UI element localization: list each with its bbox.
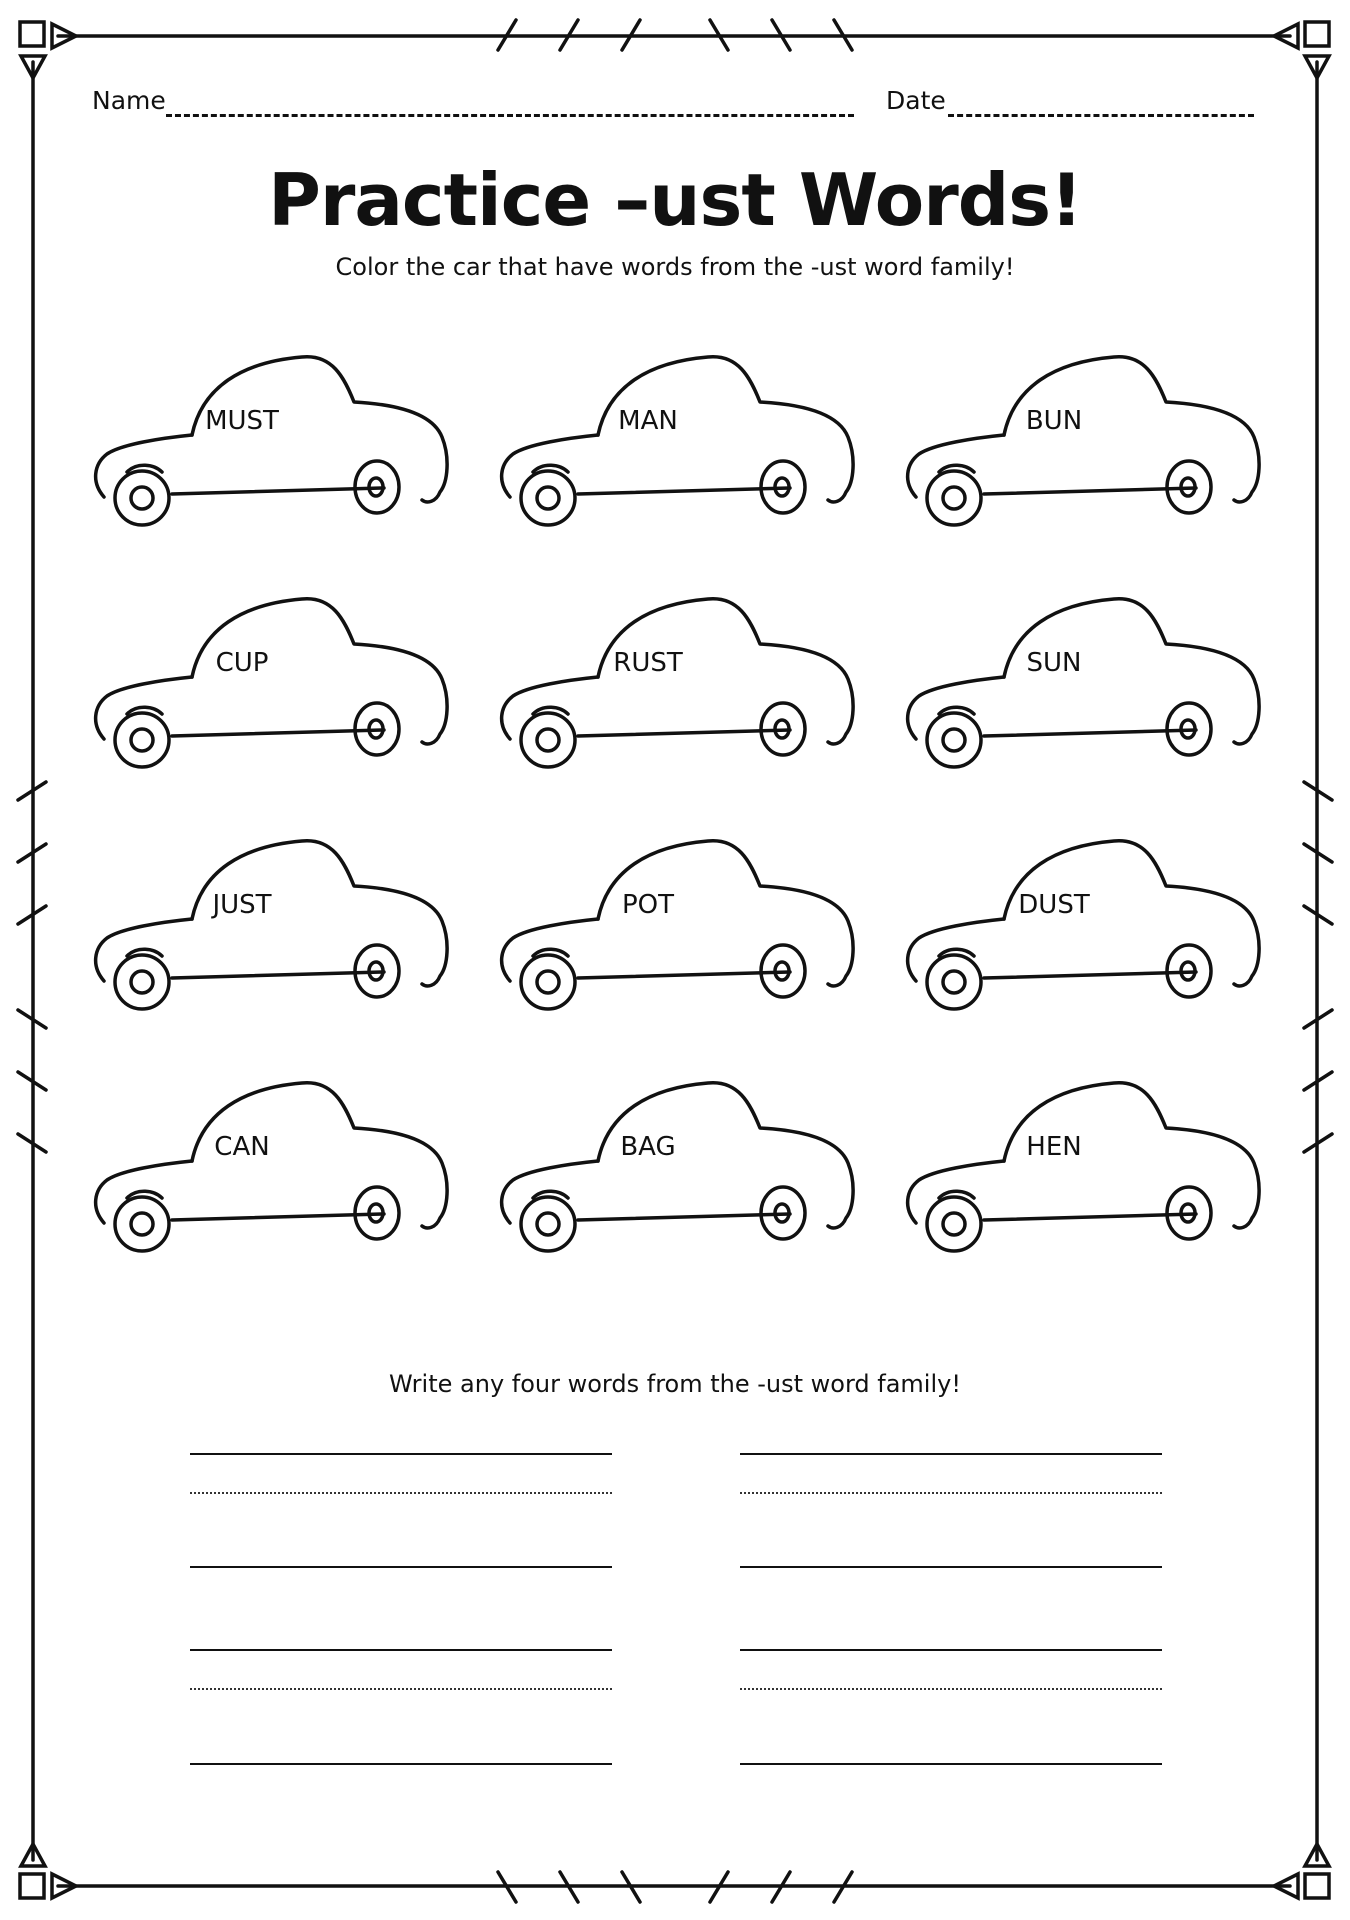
car-item[interactable] bbox=[498, 836, 858, 1036]
car-item[interactable] bbox=[498, 1078, 858, 1278]
date-label: Date bbox=[886, 86, 946, 115]
writing-line[interactable] bbox=[190, 1649, 612, 1651]
coloring-instruction: Color the car that have words from the -ust word family! bbox=[335, 253, 1015, 281]
car-outline-icon bbox=[498, 594, 858, 794]
car-word: JUST bbox=[212, 890, 272, 920]
writing-line[interactable] bbox=[740, 1566, 1162, 1568]
car-item[interactable] bbox=[92, 836, 452, 1036]
car-item[interactable] bbox=[498, 352, 858, 552]
car-outline-icon bbox=[498, 1078, 858, 1278]
car-word: MUST bbox=[205, 406, 279, 436]
name-label: Name bbox=[92, 86, 166, 115]
writing-line[interactable] bbox=[190, 1453, 612, 1455]
guide-line bbox=[190, 1688, 612, 1690]
car-outline-icon bbox=[498, 352, 858, 552]
car-word: CUP bbox=[215, 648, 269, 678]
car-outline-icon bbox=[904, 836, 1264, 1036]
car-outline-icon bbox=[92, 352, 452, 552]
car-item[interactable] bbox=[92, 594, 452, 794]
car-word: BAG bbox=[620, 1132, 676, 1162]
guide-line bbox=[190, 1492, 612, 1494]
writing-instruction: Write any four words from the -ust word family! bbox=[389, 1370, 961, 1398]
car-outline-icon bbox=[904, 1078, 1264, 1278]
guide-line bbox=[740, 1492, 1162, 1494]
car-word: HEN bbox=[1026, 1132, 1082, 1162]
car-word: CAN bbox=[214, 1132, 270, 1162]
car-item[interactable] bbox=[904, 594, 1264, 794]
car-word: DUST bbox=[1018, 890, 1090, 920]
car-item[interactable] bbox=[498, 594, 858, 794]
writing-line[interactable] bbox=[740, 1763, 1162, 1765]
car-word: RUST bbox=[613, 648, 683, 678]
writing-line[interactable] bbox=[190, 1566, 612, 1568]
car-item[interactable] bbox=[904, 836, 1264, 1036]
car-item[interactable] bbox=[92, 352, 452, 552]
date-field[interactable] bbox=[948, 114, 1254, 117]
guide-line bbox=[740, 1688, 1162, 1690]
worksheet-title: Practice –ust Words! bbox=[268, 158, 1082, 242]
name-field[interactable] bbox=[166, 114, 854, 117]
car-item[interactable] bbox=[92, 1078, 452, 1278]
car-word: SUN bbox=[1026, 648, 1082, 678]
car-word: BUN bbox=[1025, 406, 1083, 436]
writing-line[interactable] bbox=[190, 1763, 612, 1765]
car-word: POT bbox=[621, 890, 675, 920]
car-outline-icon bbox=[904, 594, 1264, 794]
car-item[interactable] bbox=[904, 1078, 1264, 1278]
car-outline-icon bbox=[92, 1078, 452, 1278]
car-outline-icon bbox=[92, 836, 452, 1036]
car-outline-icon bbox=[92, 594, 452, 794]
writing-line[interactable] bbox=[740, 1453, 1162, 1455]
car-outline-icon bbox=[904, 352, 1264, 552]
car-item[interactable] bbox=[904, 352, 1264, 552]
car-outline-icon bbox=[498, 836, 858, 1036]
writing-line[interactable] bbox=[740, 1649, 1162, 1651]
name-date-row bbox=[92, 86, 1262, 126]
car-word: MAN bbox=[618, 406, 678, 436]
